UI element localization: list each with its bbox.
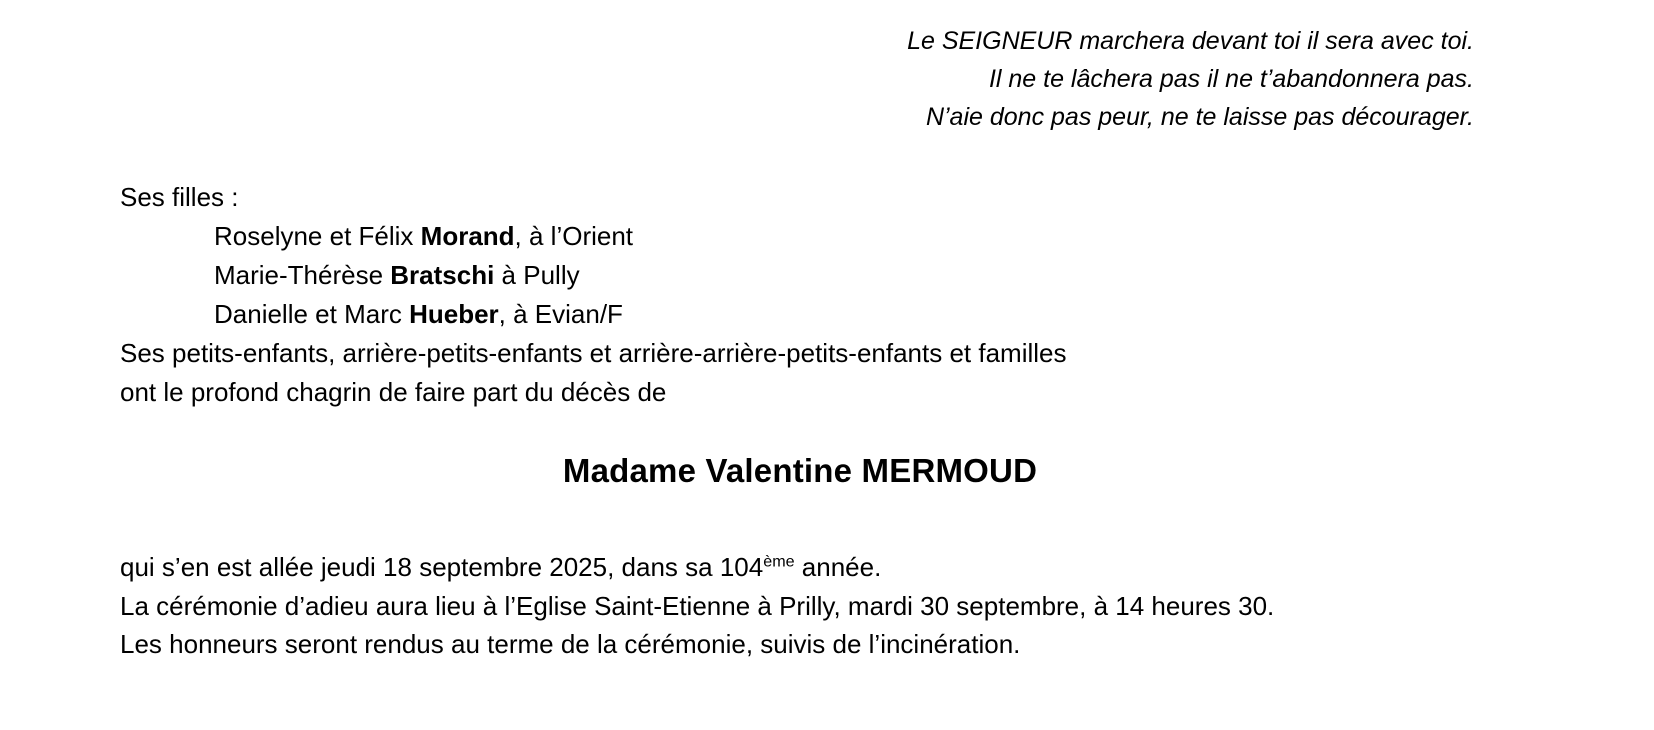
death-line-before: qui s’en est allée jeudi 18 septembre 2025, dans sa 104 xyxy=(120,552,764,582)
daughter-row xyxy=(120,295,1540,334)
epigraph-line-1: Le SEIGNEUR marchera devant toi il sera avec toi. xyxy=(907,27,1474,55)
daughter-suffix: , à l’Orient xyxy=(514,221,634,251)
death-line xyxy=(120,548,1600,587)
daughter-row xyxy=(120,256,1540,295)
survivors-block xyxy=(120,178,1540,412)
epigraph-line-3: N’aie donc pas peur, ne te laisse pas décourager. xyxy=(925,103,1474,131)
daughter-surname: Hueber xyxy=(409,299,499,329)
daughter-prefix: Marie-Thérèse xyxy=(214,260,391,290)
honours-line: Les honneurs seront rendus au terme de la cérémonie, suivis de l’incinération. xyxy=(120,629,1021,660)
daughter-prefix: Danielle et Marc xyxy=(214,299,410,329)
daughter-row xyxy=(120,217,1540,256)
daughter-suffix: , à Evian/F xyxy=(498,299,623,329)
ceremony-line: La cérémonie d’adieu aura lieu à l’Eglise Saint-Etienne à Prilly, mardi 30 septembre, à 14 heures 30. xyxy=(120,590,1275,621)
daughter-surname: Morand xyxy=(420,221,515,251)
survivors-intro: Ses filles : xyxy=(120,182,239,212)
daughter-surname: Bratschi xyxy=(390,260,495,290)
descendants-line: Ses petits-enfants, arrière-petits-enfants et arrière-arrière-petits-enfants et familles xyxy=(120,338,1067,368)
closing-block xyxy=(120,548,1600,664)
daughter-suffix: à Pully xyxy=(494,260,580,290)
announcement-line: ont le profond chagrin de faire part du décès de xyxy=(120,377,667,407)
daughter-prefix: Roselyne et Félix xyxy=(214,221,421,251)
deceased-name: Madame Valentine MERMOUD xyxy=(562,452,1038,489)
epigraph-line-2: Il ne te lâchera pas il ne t’abandonnera pas. xyxy=(988,65,1474,93)
epigraph-block xyxy=(774,22,1474,136)
ordinal-suffix: ème xyxy=(763,552,795,571)
death-line-after: année. xyxy=(794,552,882,582)
